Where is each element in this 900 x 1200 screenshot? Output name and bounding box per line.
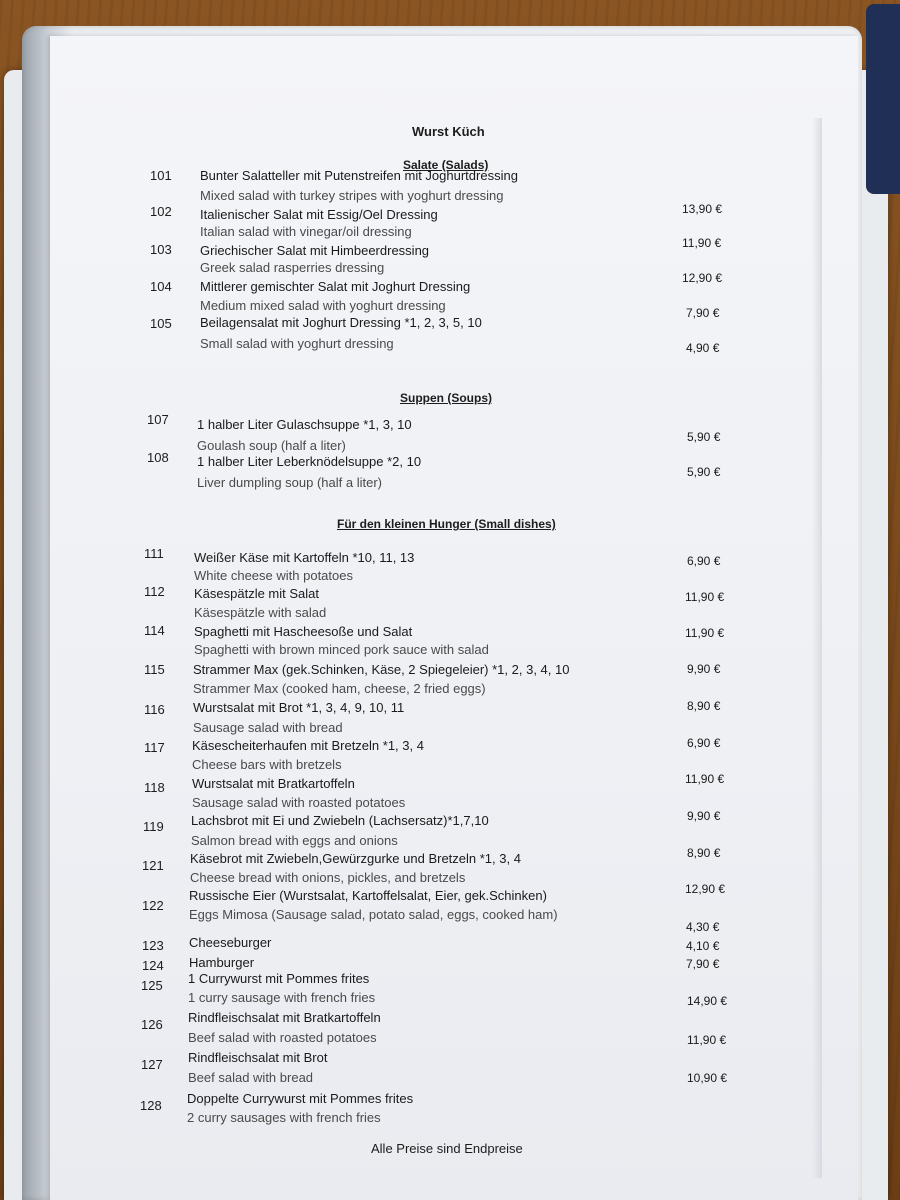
page-footer: Alle Preise sind Endpreise	[371, 1141, 523, 1156]
item-name-de: Rindfleischsalat mit Brot	[188, 1050, 328, 1065]
item-number: 119	[143, 819, 164, 834]
item-name-en: 1 curry sausage with french fries	[188, 990, 376, 1005]
item-name-de: Hamburger	[189, 955, 255, 970]
item-price: 6,90 €	[687, 554, 721, 568]
item-name-de: Doppelte Currywurst mit Pommes frites	[187, 1091, 414, 1106]
item-number: 103	[150, 242, 172, 257]
item-number: 124	[142, 958, 164, 973]
item-name-de: Lachsbrot mit Ei und Zwiebeln (Lachsersatz)*1,7,10	[191, 813, 489, 828]
item-price: 8,90 €	[687, 846, 721, 860]
item-number: 102	[150, 204, 172, 219]
item-price: 8,90 €	[687, 699, 721, 713]
item-name-de: 1 Currywurst mit Pommes frites	[188, 971, 370, 986]
item-name-de: Mittlerer gemischter Salat mit Joghurt Dressing	[200, 279, 471, 294]
item-number: 122	[142, 898, 164, 913]
item-name-de: Rindfleischsalat mit Bratkartoffeln	[188, 1010, 381, 1025]
page-edge-shadow	[812, 118, 822, 1178]
item-price: 11,90 €	[685, 772, 725, 786]
item-price: 7,90 €	[686, 957, 720, 971]
section-heading-soups: Suppen (Soups)	[400, 391, 492, 405]
item-name-de: Italienischer Salat mit Essig/Oel Dressing	[200, 207, 438, 222]
page-title: Wurst Küch	[412, 124, 485, 139]
item-name-en: Goulash soup (half a liter)	[197, 438, 346, 453]
item-name-de: Wurstsalat mit Bratkartoffeln	[192, 776, 355, 791]
item-price: 7,90 €	[686, 306, 720, 320]
item-name-en: Strammer Max (cooked ham, cheese, 2 fried eggs)	[193, 681, 486, 696]
item-name-en: Liver dumpling soup (half a liter)	[197, 475, 382, 490]
item-number: 108	[147, 450, 169, 465]
item-name-en: Beef salad with roasted potatoes	[188, 1030, 377, 1045]
item-name-de: Bunter Salatteller mit Putenstreifen mit Joghurtdressing	[200, 168, 518, 183]
item-name-de: Käsebrot mit Zwiebeln,Gewürzgurke und Bretzeln *1, 3, 4	[190, 851, 521, 866]
item-number: 117	[144, 740, 165, 755]
menu-card-edge	[866, 4, 900, 194]
item-name-de: Griechischer Salat mit Himbeerdressing	[200, 243, 430, 258]
item-name-de: 1 halber Liter Gulaschsuppe *1, 3, 10	[197, 417, 412, 432]
item-number: 104	[150, 279, 172, 294]
item-name-de: Wurstsalat mit Brot *1, 3, 4, 9, 10, 11	[193, 700, 405, 715]
item-name-en: Spaghetti with brown minced pork sauce with salad	[194, 642, 489, 657]
item-name-en: Mixed salad with turkey stripes with yoghurt dressing	[200, 188, 504, 203]
item-number: 107	[147, 412, 169, 427]
item-name-de: 1 halber Liter Leberknödelsuppe *2, 10	[197, 454, 422, 469]
item-price: 4,90 €	[686, 341, 720, 355]
item-name-en: Beef salad with bread	[188, 1070, 314, 1085]
item-name-en: Medium mixed salad with yoghurt dressing	[200, 298, 446, 313]
item-price: 11,90 €	[685, 590, 725, 604]
item-price: 10,90 €	[687, 1071, 728, 1085]
item-number: 114	[144, 623, 165, 638]
item-name-de: Spaghetti mit Hascheesoße und Salat	[194, 624, 413, 639]
item-name-en: Small salad with yoghurt dressing	[200, 336, 394, 351]
item-number: 127	[141, 1057, 163, 1072]
item-name-en: 2 curry sausages with french fries	[187, 1110, 381, 1125]
item-name-de: Beilagensalat mit Joghurt Dressing *1, 2, 3, 5, 10	[200, 315, 482, 330]
item-price: 11,90 €	[682, 236, 722, 250]
item-name-de: Strammer Max (gek.Schinken, Käse, 2 Spiegeleier) *1, 2, 3, 4, 10	[193, 662, 570, 677]
item-name-en: Cheese bread with onions, pickles, and bretzels	[190, 870, 466, 885]
item-number: 115	[144, 662, 165, 677]
section-heading-salads: Salate (Salads)	[403, 158, 489, 172]
item-name-en: Salmon bread with eggs and onions	[191, 833, 398, 848]
item-price: 9,90 €	[687, 662, 721, 676]
item-number: 111	[144, 546, 164, 561]
item-name-de: Käsescheiterhaufen mit Bretzeln *1, 3, 4	[192, 738, 424, 753]
item-name-de: Weißer Käse mit Kartoffeln *10, 11, 13	[194, 550, 415, 565]
item-number: 105	[150, 316, 172, 331]
item-name-de: Käsespätzle mit Salat	[194, 586, 320, 601]
item-name-en: Greek salad rasperries dressing	[200, 260, 385, 275]
item-name-en: Sausage salad with bread	[193, 720, 343, 735]
item-name-en: Sausage salad with roasted potatoes	[192, 795, 406, 810]
item-number: 125	[141, 978, 163, 993]
item-price: 14,90 €	[687, 994, 728, 1008]
item-price: 12,90 €	[685, 882, 726, 896]
section-heading-small-dishes: Für den kleinen Hunger (Small dishes)	[337, 517, 556, 531]
item-number: 126	[141, 1017, 163, 1032]
item-name-en: Eggs Mimosa (Sausage salad, potato salad, eggs, cooked ham)	[189, 907, 558, 922]
item-price: 9,90 €	[687, 809, 721, 823]
item-price: 6,90 €	[687, 736, 721, 750]
item-number: 121	[142, 858, 164, 873]
item-name-de: Russische Eier (Wurstsalat, Kartoffelsalat, Eier, gek.Schinken)	[189, 888, 547, 903]
item-name-en: Cheese bars with bretzels	[192, 757, 342, 772]
item-price: 4,10 €	[686, 939, 720, 953]
item-price: 5,90 €	[687, 430, 721, 444]
item-number: 101	[150, 168, 172, 183]
item-name-en: Italian salad with vinegar/oil dressing	[200, 224, 412, 239]
item-number: 116	[144, 702, 165, 717]
item-price: 11,90 €	[685, 626, 725, 640]
item-number: 123	[142, 938, 164, 953]
item-number: 118	[144, 780, 165, 795]
item-price: 4,30 €	[686, 920, 720, 934]
item-name-de: Cheeseburger	[189, 935, 272, 950]
item-name-en: White cheese with potatoes	[194, 568, 353, 583]
item-name-en: Käsespätzle with salad	[194, 605, 327, 620]
item-price: 11,90 €	[687, 1033, 727, 1047]
menu-page	[50, 36, 858, 1200]
item-price: 12,90 €	[682, 271, 723, 285]
item-price: 5,90 €	[687, 465, 721, 479]
item-price: 13,90 €	[682, 202, 723, 216]
item-number: 112	[144, 584, 165, 599]
item-number: 128	[140, 1098, 162, 1113]
